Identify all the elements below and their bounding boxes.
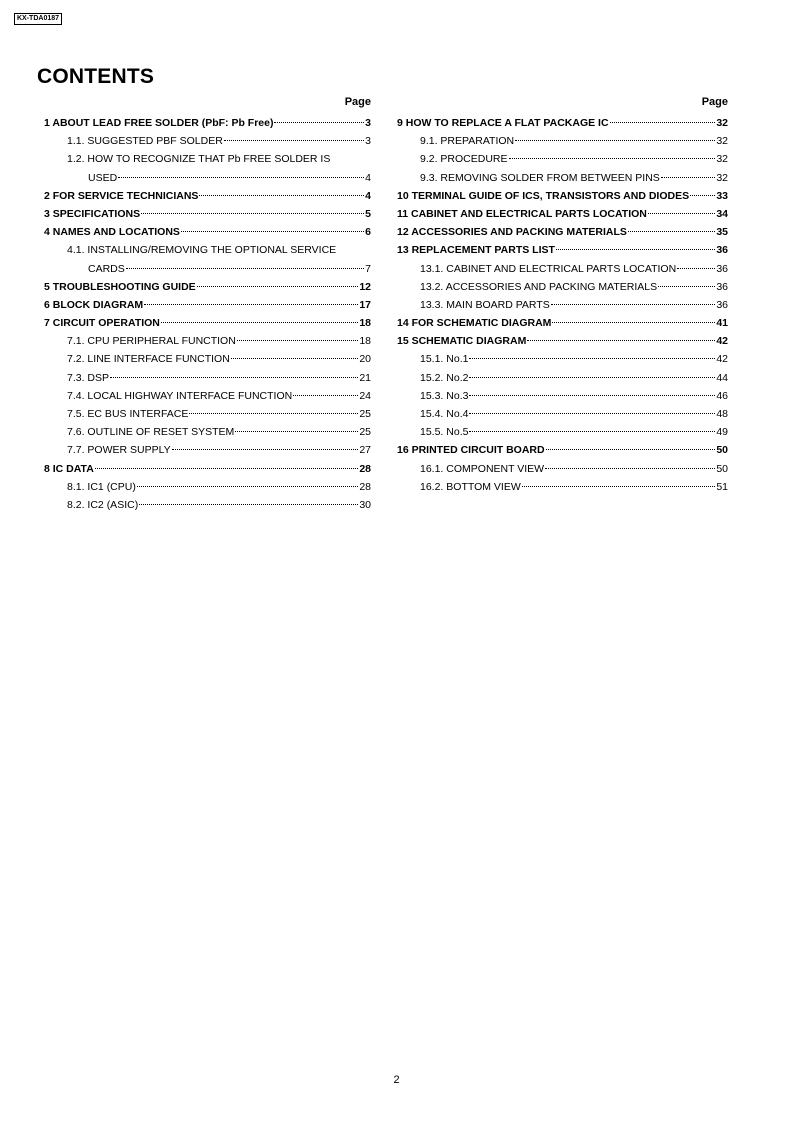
toc-entry[interactable] — [397, 169, 728, 187]
dot-leader — [172, 449, 359, 450]
toc-entry[interactable] — [44, 387, 371, 405]
toc-entry-label: 7.1. CPU PERIPHERAL FUNCTION — [67, 335, 236, 348]
toc-column-right — [397, 94, 728, 496]
toc-entry-label: 7.5. EC BUS INTERFACE — [67, 408, 189, 420]
toc-entry-continuation[interactable] — [44, 169, 371, 187]
dot-leader — [551, 304, 716, 305]
toc-entry[interactable] — [44, 478, 371, 496]
toc-entry-label: 11 CABINET AND ELECTRICAL PARTS LOCATION — [397, 207, 647, 220]
toc-entry-page: 28 — [359, 462, 371, 475]
toc-entry[interactable] — [397, 369, 728, 387]
dot-leader — [110, 377, 358, 378]
toc-entry[interactable] — [397, 423, 728, 441]
toc-entry-label: 8.2. IC2 (ASIC) — [67, 498, 139, 511]
toc-entry-page: 32 — [716, 153, 728, 166]
dot-leader — [141, 213, 364, 214]
toc-entry[interactable] — [44, 369, 371, 387]
toc-entry-continuation[interactable] — [44, 260, 371, 278]
toc-entry-label: 1.1. SUGGESTED PBF SOLDER — [67, 135, 223, 148]
toc-entry-label: 7.7. POWER SUPPLY — [67, 444, 171, 457]
toc-entry-page: 4 — [365, 189, 371, 202]
toc-entry-label: 7.3. DSP — [67, 371, 110, 384]
toc-entry-page: 51 — [716, 480, 728, 493]
dot-leader — [658, 286, 715, 287]
dot-leader — [231, 358, 359, 359]
dot-leader — [189, 413, 358, 414]
toc-entry-page: 44 — [716, 371, 728, 384]
dot-leader — [628, 231, 715, 232]
dot-leader — [137, 486, 358, 487]
toc-entry-label: 12 ACCESSORIES AND PACKING MATERIALS — [397, 226, 627, 239]
dot-leader — [509, 158, 716, 159]
page-column-label: Page — [701, 96, 728, 108]
toc-entry-page: 42 — [716, 353, 728, 366]
toc-entry-label: 7 CIRCUIT OPERATION — [44, 317, 160, 330]
toc-entry-page: 5 — [365, 207, 371, 220]
toc-entry-page: 3 — [365, 135, 371, 148]
toc-entry-page: 25 — [359, 426, 371, 439]
dot-leader — [545, 468, 715, 469]
toc-entry-label: 15.2. No.2 — [420, 371, 469, 384]
dot-leader — [552, 322, 715, 323]
toc-entry-label: 1 ABOUT LEAD FREE SOLDER (PbF: Pb Free) — [44, 117, 274, 129]
toc-entry-page: 34 — [716, 207, 728, 220]
dot-leader — [610, 122, 716, 123]
toc-entry[interactable] — [397, 132, 728, 150]
dot-leader — [118, 177, 364, 178]
toc-entry[interactable] — [44, 187, 371, 205]
toc-entry-label: 13.2. ACCESSORIES AND PACKING MATERIALS — [420, 280, 658, 293]
dot-leader — [197, 286, 359, 287]
toc-entry-page: 48 — [716, 408, 728, 420]
dot-leader — [522, 486, 716, 487]
toc-entry[interactable] — [44, 205, 371, 223]
toc-entry-page: 28 — [359, 480, 371, 493]
toc-entry[interactable] — [397, 332, 728, 350]
toc-entry-page: 4 — [365, 171, 371, 184]
toc-entry[interactable] — [44, 114, 371, 132]
page-number: 2 — [393, 1074, 400, 1086]
toc-entry-page: 36 — [716, 262, 728, 275]
toc-entry-page: 30 — [359, 498, 371, 511]
toc-entry-page: 6 — [365, 226, 371, 239]
toc-entry[interactable] — [44, 241, 371, 259]
toc-entry[interactable] — [397, 223, 728, 241]
toc-entry[interactable] — [397, 296, 728, 314]
toc-entries-left — [44, 114, 371, 514]
toc-entry-label: 1.2. HOW TO RECOGNIZE THAT Pb FREE SOLDER IS — [67, 153, 331, 166]
dot-leader — [690, 195, 715, 196]
toc-column-left — [44, 94, 371, 514]
dot-leader — [237, 340, 359, 341]
toc-entry-label: 6 BLOCK DIAGRAM — [44, 298, 144, 311]
dot-leader — [546, 449, 716, 450]
toc-entry[interactable] — [44, 496, 371, 514]
toc-entry-label: 9.3. REMOVING SOLDER FROM BETWEEN PINS — [420, 171, 660, 184]
toc-entry-label: 15 SCHEMATIC DIAGRAM — [397, 335, 527, 348]
toc-entry-label: 4 NAMES AND LOCATIONS — [44, 226, 180, 239]
toc-entry[interactable] — [44, 150, 371, 168]
toc-entry[interactable] — [397, 205, 728, 223]
toc-entry[interactable] — [44, 350, 371, 368]
toc-entry[interactable] — [397, 278, 728, 296]
page-column-label: Page — [344, 96, 371, 108]
toc-entry[interactable] — [44, 296, 371, 314]
toc-entry-label: 2 FOR SERVICE TECHNICIANS — [44, 189, 199, 202]
toc-entry[interactable] — [44, 223, 371, 241]
toc-entry-label: 7.6. OUTLINE OF RESET SYSTEM — [67, 426, 235, 439]
dot-leader — [139, 504, 358, 505]
toc-entry[interactable] — [44, 278, 371, 296]
toc-entry-page: 18 — [359, 317, 371, 330]
dot-leader — [677, 268, 715, 269]
toc-entry-page: 50 — [716, 462, 728, 475]
toc-entry-page: 49 — [716, 426, 728, 439]
toc-entry-page: 24 — [359, 389, 371, 402]
dot-leader — [293, 395, 358, 396]
toc-entry[interactable] — [397, 150, 728, 168]
toc-entry[interactable] — [397, 350, 728, 368]
toc-entry[interactable] — [44, 332, 371, 350]
toc-entry[interactable] — [397, 187, 728, 205]
toc-entry-label: 7.2. LINE INTERFACE FUNCTION — [67, 353, 230, 366]
toc-entry-page: 3 — [365, 117, 371, 129]
toc-entry-label-continued: USED — [88, 171, 118, 184]
toc-entry[interactable] — [397, 241, 728, 259]
toc-entry-label: 16.1. COMPONENT VIEW — [420, 462, 545, 475]
toc-entry-page: 20 — [359, 353, 371, 366]
toc-entry[interactable] — [397, 260, 728, 278]
toc-entry-label-continued: CARDS — [88, 262, 125, 275]
dot-leader — [556, 249, 715, 250]
toc-entry-label: 15.1. No.1 — [420, 353, 469, 366]
toc-entry-label: 9.1. PREPARATION — [420, 135, 515, 148]
toc-entry-page: 50 — [716, 444, 728, 457]
toc-entry[interactable] — [44, 441, 371, 459]
toc-entry-label: 13 REPLACEMENT PARTS LIST — [397, 244, 555, 257]
toc-entry-label: 15.4. No.4 — [420, 408, 469, 420]
toc-entry-label: 3 SPECIFICATIONS — [44, 207, 141, 220]
toc-entry-label: 8.1. IC1 (CPU) — [67, 480, 136, 493]
toc-entry[interactable] — [397, 387, 728, 405]
toc-entry-page: 41 — [716, 317, 728, 330]
toc-entry[interactable] — [44, 423, 371, 441]
toc-entry[interactable] — [397, 314, 728, 332]
toc-entry-page: 7 — [365, 262, 371, 275]
toc-entry[interactable] — [397, 460, 728, 478]
page-title: CONTENTS — [37, 65, 155, 88]
toc-entry-page: 32 — [716, 117, 728, 129]
toc-entry-label: 15.5. No.5 — [420, 426, 469, 439]
toc-entry-label: 4.1. INSTALLING/REMOVING THE OPTIONAL SERVICE — [67, 244, 337, 257]
dot-leader — [126, 268, 364, 269]
dot-leader — [661, 177, 716, 178]
toc-entry-label: 7.4. LOCAL HIGHWAY INTERFACE FUNCTION — [67, 389, 293, 402]
dot-leader — [95, 468, 359, 469]
dot-leader — [224, 140, 364, 141]
toc-entry-page: 36 — [716, 244, 728, 257]
toc-entry-page: 12 — [359, 280, 371, 293]
dot-leader — [144, 304, 358, 305]
toc-entry-label: 9.2. PROCEDURE — [420, 153, 508, 166]
toc-entry-label: 14 FOR SCHEMATIC DIAGRAM — [397, 317, 552, 330]
toc-entry-page: 36 — [716, 280, 728, 293]
dot-leader — [274, 122, 364, 123]
toc-entry-label: 10 TERMINAL GUIDE OF ICS, TRANSISTORS AND DIODES — [397, 189, 690, 202]
dot-leader — [235, 431, 358, 432]
toc-entry-label: 16.2. BOTTOM VIEW — [420, 480, 521, 493]
toc-entry-label: 5 TROUBLESHOOTING GUIDE — [44, 280, 196, 293]
dot-leader — [469, 413, 715, 414]
dot-leader — [161, 322, 358, 323]
dot-leader — [469, 358, 715, 359]
toc-entry-page: 18 — [359, 335, 371, 348]
toc-entry-label: 9 HOW TO REPLACE A FLAT PACKAGE IC — [397, 117, 609, 129]
toc-entry-label: 13.3. MAIN BOARD PARTS — [420, 298, 550, 311]
toc-entry-page: 32 — [716, 171, 728, 184]
toc-entry-label: 15.3. No.3 — [420, 389, 469, 402]
toc-entry-page: 27 — [359, 444, 371, 457]
dot-leader — [469, 377, 715, 378]
toc-entry[interactable] — [397, 114, 728, 132]
toc-entry[interactable] — [397, 405, 728, 423]
dot-leader — [469, 431, 715, 432]
toc-entry-label: 8 IC DATA — [44, 462, 94, 475]
toc-entry[interactable] — [44, 314, 371, 332]
toc-entry-page: 46 — [716, 389, 728, 402]
dot-leader — [199, 195, 364, 196]
toc-entry[interactable] — [397, 478, 728, 496]
model-tag: KX-TDA0187 — [14, 13, 62, 25]
dot-leader — [515, 140, 715, 141]
dot-leader — [648, 213, 715, 214]
dot-leader — [469, 395, 715, 396]
toc-entry-page: 21 — [359, 371, 371, 384]
dot-leader — [181, 231, 364, 232]
toc-entry-page: 25 — [359, 408, 371, 420]
dot-leader — [527, 340, 715, 341]
toc-entry-label: 16 PRINTED CIRCUIT BOARD — [397, 444, 545, 457]
toc-entries-right — [397, 114, 728, 496]
toc-entry-page: 42 — [716, 335, 728, 348]
toc-entry[interactable] — [397, 441, 728, 459]
toc-entry[interactable] — [44, 405, 371, 423]
toc-entry-page: 33 — [716, 189, 728, 202]
toc-entry-page: 35 — [716, 226, 728, 239]
toc-entry[interactable] — [44, 132, 371, 150]
toc-entry-page: 36 — [716, 298, 728, 311]
toc-entry-page: 17 — [359, 298, 371, 311]
toc-entry-page: 32 — [716, 135, 728, 148]
toc-entry-label: 13.1. CABINET AND ELECTRICAL PARTS LOCATION — [420, 262, 677, 275]
toc-entry[interactable] — [44, 460, 371, 478]
